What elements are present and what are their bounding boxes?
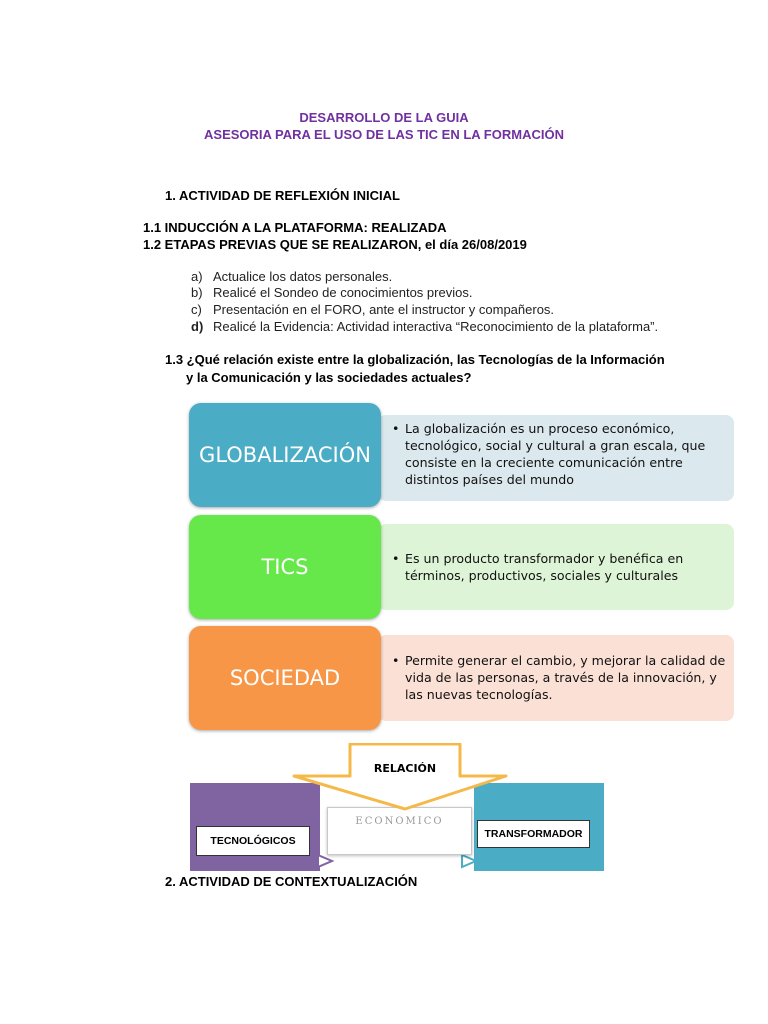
list-item: b) Realicé el Sondeo de conocimientos previos. [191,285,473,300]
tics-description: Es un producto transformador y benéfica en términos, productivos, sociales y culturales [405,551,684,583]
tics-description-box [378,524,734,610]
relation-diagram [190,743,610,875]
section-1-heading: 1. ACTIVIDAD DE REFLEXIÓN INICIAL [165,188,400,203]
list-item: d) Realicé la Evidencia: Actividad interactiva “Reconocimiento de la plataforma”. [191,319,659,334]
bullet: • [392,551,400,566]
economico-label: ECONOMICO [355,816,444,827]
subsection-1-1: 1.1 INDUCCIÓN A LA PLATAFORMA: REALIZADA [143,220,447,235]
sociedad-box [189,626,381,730]
tics-box [189,515,381,619]
economico-box [327,807,472,855]
list-item: c) Presentación en el FORO, ante el instructor y compañeros. [191,302,555,317]
sociedad-description-box [378,635,734,721]
question-line-1: 1.3 ¿Qué relación existe entre la globalización, las Tecnologías de la Información [165,352,665,367]
subsection-1-2: 1.2 ETAPAS PREVIAS QUE SE REALIZARON, el día 26/08/2019 [143,237,527,252]
bullet: • [392,421,400,436]
tics-label: TICS [261,555,309,579]
bullet: • [392,653,400,668]
tecnologicos-label: TECNOLÓGICOS [196,826,310,856]
transformador-label: TRANSFORMADOR [477,820,590,848]
document-title: DESARROLLO DE LA GUIA [299,110,469,125]
relacion-arrow-icon [290,743,510,811]
globalizacion-description-box [378,415,734,501]
sociedad-label: SOCIEDAD [229,666,341,690]
question-line-2: y la Comunicación y las sociedades actuales? [186,370,472,385]
document-subtitle: ASESORIA PARA EL USO DE LAS TIC EN LA FORMACIÓN [204,127,564,142]
concept-diagram [189,403,737,733]
globalizacion-box [189,403,381,507]
globalizacion-description: La globalización es un proceso económico, tecnológico, social y cultural a gran escala, que consiste en la creciente comunicación entre distintos países del mundo [405,421,706,487]
relacion-label: RELACIÓN [373,762,437,775]
list-item: a) Actualice los datos personales. [191,269,393,284]
sociedad-description: Permite generar el cambio, y mejorar la calidad de vida de las personas, a través de la innovación, y las nuevas tecnologías. [405,653,726,702]
section-2-heading: 2. ACTIVIDAD DE CONTEXTUALIZACIÓN [165,874,418,889]
globalizacion-label: GLOBALIZACIÓN [199,443,371,467]
